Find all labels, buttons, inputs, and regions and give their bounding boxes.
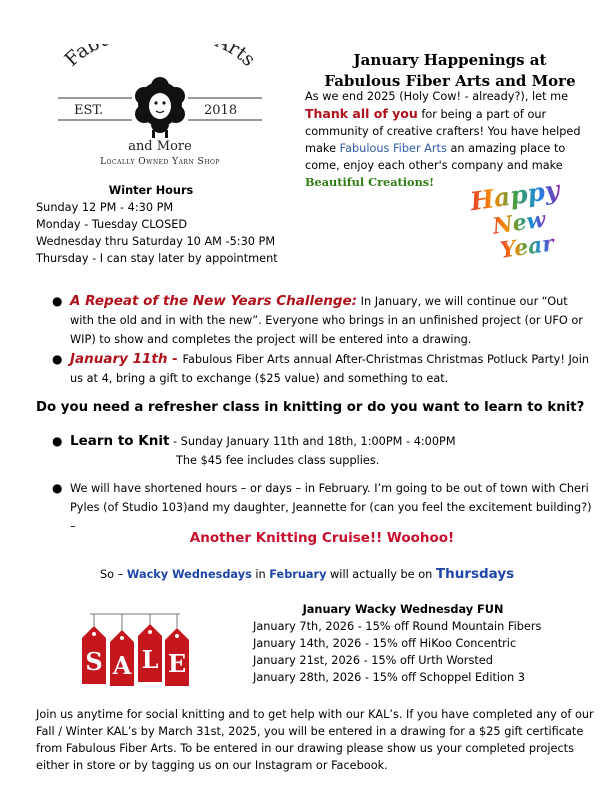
hours-line: Sunday 12 PM - 4:30 PM [36, 201, 174, 214]
list-item [52, 350, 592, 388]
logo-year: 2018 [204, 103, 238, 118]
svg-text:S: S [85, 647, 103, 676]
cruise-text: We will have shortened hours – or days – in February. I’m going to be out of town with Cheri Pyles (of Studio 103)and my daughter, Jeannette for (can you feel the excitement building?) – [70, 482, 592, 533]
learn-dates: - Sunday January 11th and 18th, 1:00PM - 4:00PM [169, 435, 456, 448]
svg-text:E: E [167, 649, 187, 678]
shop-logo [40, 44, 280, 174]
sale-tags-art [80, 610, 192, 690]
logo-and-more: and More [128, 139, 192, 154]
winter-hours [36, 182, 306, 267]
list-item [52, 292, 592, 349]
cruise-headline: Another Knitting Cruise!! Woohoo! [189, 530, 455, 546]
thursdays-text: Thursdays [435, 566, 515, 582]
intro-text-3: an amazing place to come, enjoy each other's company and make [305, 142, 566, 172]
intro-text-1: As we end 2025 (Holy Cow! - already?), let me [305, 90, 569, 103]
challenge-heading: A Repeat of the New Years Challenge: [70, 293, 358, 309]
wacky-title: January Wacky Wednesday FUN [302, 603, 504, 616]
february-text: February [269, 568, 327, 581]
sheep-icon [135, 77, 185, 138]
year-word: Year [498, 230, 556, 262]
wacky-wednesdays-text: Wacky Wednesdays [126, 568, 252, 581]
newsletter-heading [300, 50, 600, 92]
closing-paragraph: Join us anytime for social knitting and to get help with our KAL’s. If you have completed any of our Fall / Winter KAL’s by March 31st, 2025, you will be entered in a drawing for a $25 gift certificate from Fabulous Fiber Arts. To be entered in our drawing please show us your completed projects either in store or by tagging us on our Instagram or Facebook. [36, 708, 594, 772]
wacky-item: January 28th, 2026 - 15% off Schoppel Edition 3 [253, 671, 525, 684]
sale-tag [110, 614, 134, 686]
happy-word: Happy [468, 176, 562, 217]
svg-text:A: A [112, 651, 132, 680]
jan11-text: Fabulous Fiber Arts annual After-Christmas Christmas Potluck Party! Join us at 4, bring a gift to exchange ($25 value) and something to eat. [70, 353, 590, 385]
so-text-3: will actually be on [326, 568, 436, 581]
learn-to-knit-heading: Learn to Knit [70, 433, 170, 449]
list-item [52, 479, 592, 536]
bullet-dot: ● [52, 352, 63, 366]
so-text-1: So – [100, 568, 127, 581]
sale-tag [82, 614, 106, 684]
jan11-heading: January 11th - [70, 351, 183, 367]
thursdays-notice [100, 566, 600, 582]
happy-new-year-art [450, 176, 590, 262]
happy-new-year-graphic [450, 176, 590, 262]
wacky-item: January 7th, 2026 - 15% off Round Mountain Fibers [253, 620, 542, 633]
challenge-text: In January, we will continue our “Out with the old and in with the new”. Everyone who brings in an unfinished project (or UFO or WIP) to show and completes the project will be entered into a drawing. [70, 295, 583, 346]
hours-line: Thursday - I can stay later by appointment [36, 252, 278, 265]
bullet-dot: ● [52, 434, 63, 448]
logo-arc-text: Fab rts [60, 44, 260, 71]
heading-line-1: January Happenings at [353, 51, 547, 69]
logo-est: EST. [74, 103, 104, 118]
refresher-question: Do you need a refresher class in knitting or do you want to learn to knit? [36, 400, 585, 415]
sale-tags-graphic [80, 610, 192, 690]
wacky-item: January 21st, 2026 - 15% off Urth Worsted [253, 654, 493, 667]
winter-hours-title: Winter Hours [108, 184, 194, 197]
wacky-wednesday-list [253, 601, 593, 686]
logo-tagline: Locally Owned Yarn Shop [100, 157, 220, 167]
learn-fee: The $45 fee includes class supplies. [176, 454, 380, 467]
beautiful-creations-text: Beautiful Creations! [305, 175, 435, 189]
bullet-dot: ● [52, 481, 63, 495]
bullet-dot: ● [52, 294, 63, 308]
list-item [52, 432, 592, 470]
hours-line: Monday - Tuesday CLOSED [36, 218, 188, 231]
shop-name-link: Fabulous Fiber Arts [339, 142, 447, 155]
svg-text:L: L [141, 645, 159, 674]
hours-line: Wednesday thru Saturday 10 AM -5:30 PM [36, 235, 276, 248]
so-text-2: in [251, 568, 270, 581]
wacky-item: January 14th, 2026 - 15% off HiKoo Concentric [253, 637, 517, 650]
sale-tag [165, 614, 189, 686]
thank-you-text: Thank all of you [305, 106, 418, 121]
new-word: New [490, 206, 548, 240]
sale-tag [138, 614, 162, 682]
intro-text-2: for being a part of our community of creative crafters! You have helped make [305, 108, 581, 155]
logo-graphic [40, 44, 280, 174]
heading-line-2: Fabulous Fiber Arts and More [324, 72, 576, 90]
